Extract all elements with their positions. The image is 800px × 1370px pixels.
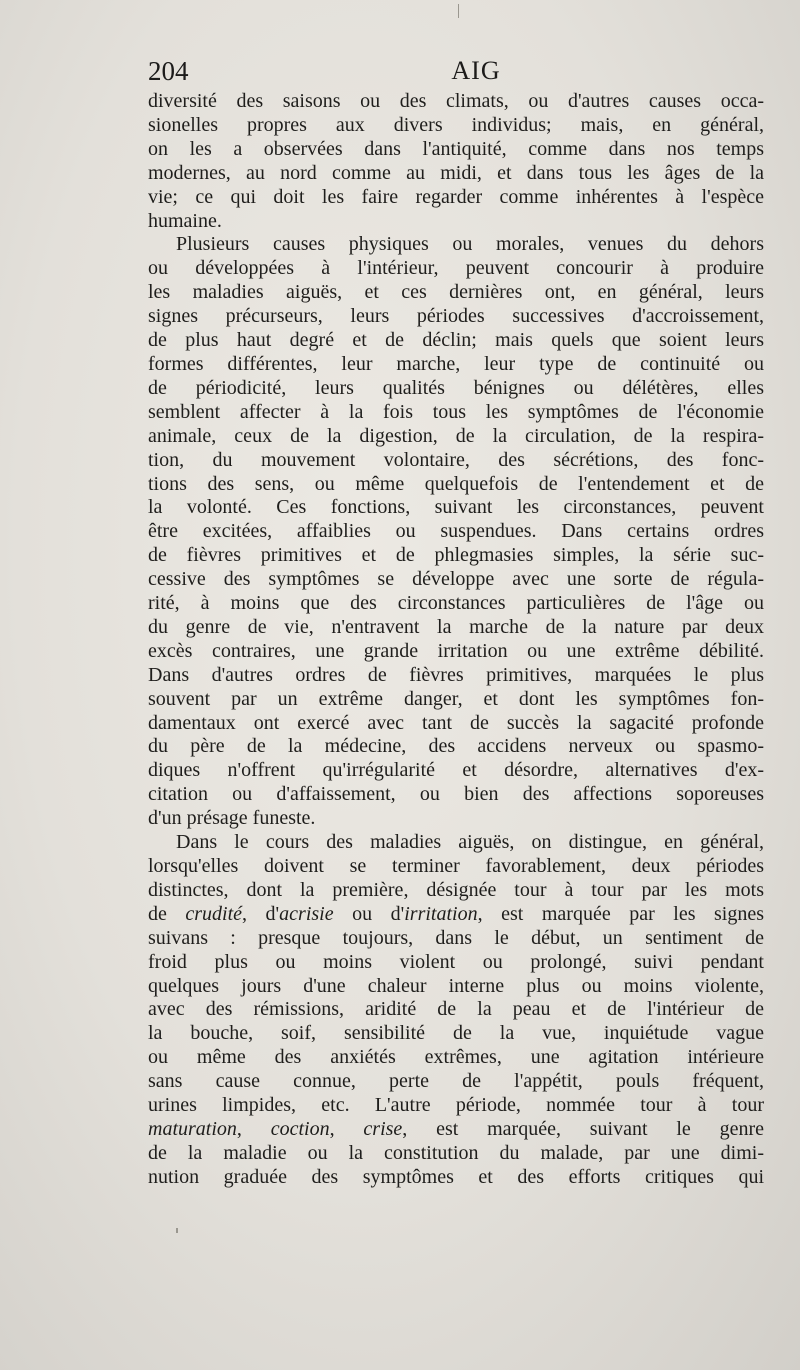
- text-line: semblent affecter à la fois tous les symptômes de l'économie: [148, 400, 764, 423]
- page-number: 204: [148, 56, 189, 86]
- text-line: sans cause connue, perte de l'appétit, pouls fréquent,: [148, 1070, 764, 1093]
- paragraph-3: [148, 831, 764, 1190]
- text-line: citation ou d'affaissement, ou bien des affections soporeuses: [148, 783, 764, 806]
- text-line: animale, ceux de la digestion, de la circulation, de la respira-: [148, 424, 764, 447]
- text-line: froid plus ou moins violent ou prolongé, suivi pendant: [148, 950, 764, 973]
- text-line: nution graduée des symptômes et des efforts critiques qui: [148, 1165, 764, 1188]
- running-head: AIG: [451, 56, 501, 85]
- paragraph-2: [148, 233, 764, 831]
- text-line: urines limpides, etc. L'autre période, nommée tour à tour: [148, 1094, 764, 1117]
- text-line: de plus haut degré et de déclin; mais quels que soient leurs: [148, 329, 764, 352]
- text-line: modernes, au nord comme au midi, et dans tous les âges de la: [148, 161, 764, 184]
- paper-speck: [458, 4, 459, 18]
- text-line: ou développées à l'intérieur, peuvent concourir à produire: [148, 257, 764, 280]
- text-line: damentaux ont exercé avec tant de succès la sagacité profonde: [148, 711, 764, 734]
- text-line: quelques jours d'une chaleur interne plus ou moins violente,: [148, 974, 764, 997]
- text-line: excès contraires, une grande irritation ou une extrême débilité.: [148, 639, 764, 662]
- paper-speck: [176, 1228, 178, 1233]
- text-line: Plusieurs causes physiques ou morales, venues du dehors: [176, 233, 764, 256]
- text-line: avec des rémissions, aridité de la peau et de l'intérieur de: [148, 998, 764, 1021]
- text-line: ou même des anxiétés extrêmes, une agitation intérieure: [148, 1046, 764, 1069]
- text-line: vie; ce qui doit les faire regarder comme inhérentes à l'espèce: [148, 185, 764, 208]
- body-text: [148, 90, 764, 1190]
- text-line: la volonté. Ces fonctions, suivant les circonstances, peuvent: [148, 496, 764, 519]
- text-line: d'un présage funeste.: [148, 807, 316, 830]
- paragraph-1: [148, 90, 764, 233]
- text-line: du père de la médecine, des accidens nerveux ou spasmo-: [148, 735, 764, 758]
- text-line: Dans d'autres ordres de fièvres primitives, marquées le plus: [148, 663, 764, 686]
- text-line: rité, à moins que des circonstances particulières de l'âge ou: [148, 592, 764, 615]
- text-line: signes précurseurs, leurs périodes successives d'accroissement,: [148, 305, 764, 328]
- text-line: maturation, coction, crise, est marquée, suivant le genre: [148, 1117, 764, 1140]
- text-line: suivans : presque toujours, dans le début, un sentiment de: [148, 926, 764, 949]
- text-line: de la maladie ou la constitution du malade, par une dimi-: [148, 1141, 764, 1164]
- text-line: tion, du mouvement volontaire, des sécrétions, des fonc-: [148, 448, 764, 471]
- text-line: tions des sens, ou même quelquefois de l'entendement et de: [148, 472, 764, 495]
- text-line: de crudité, d'acrisie ou d'irritation, est marquée par les signes: [148, 902, 764, 925]
- text-line: diques n'offrent qu'irrégularité et désordre, alternatives d'ex-: [148, 759, 764, 782]
- text-line: souvent par un extrême danger, et dont les symptômes fon-: [148, 687, 764, 710]
- text-line: de fièvres primitives et de phlegmasies simples, la série suc-: [148, 544, 764, 567]
- text-line: lorsqu'elles doivent se terminer favorablement, deux périodes: [148, 855, 764, 877]
- text-line: distinctes, dont la première, désignée tour à tour par les mots: [148, 878, 764, 901]
- text-line: être excitées, affaiblies ou suspendues. Dans certains ordres: [148, 520, 764, 543]
- text-line: du genre de vie, n'entravent la marche de la nature par deux: [148, 615, 764, 638]
- text-line: Dans le cours des maladies aiguës, on distingue, en général,: [176, 831, 764, 854]
- page-header: [148, 54, 760, 88]
- text-line: sionelles propres aux divers individus; mais, en général,: [148, 113, 764, 136]
- text-line: on les a observées dans l'antiquité, comme dans nos temps: [148, 137, 764, 160]
- text-line: formes différentes, leur marche, leur type de continuité ou: [148, 352, 764, 375]
- text-line: humaine.: [148, 209, 222, 232]
- text-line: cessive des symptômes se développe avec une sorte de régula-: [148, 568, 764, 591]
- text-line: les maladies aiguës, et ces dernières ont, en général, leurs: [148, 281, 764, 304]
- text-line: la bouche, soif, sensibilité de la vue, inquiétude vague: [148, 1022, 764, 1045]
- text-line: diversité des saisons ou des climats, ou d'autres causes occa-: [148, 90, 764, 112]
- text-line: de périodicité, leurs qualités bénignes ou délétères, elles: [148, 376, 764, 399]
